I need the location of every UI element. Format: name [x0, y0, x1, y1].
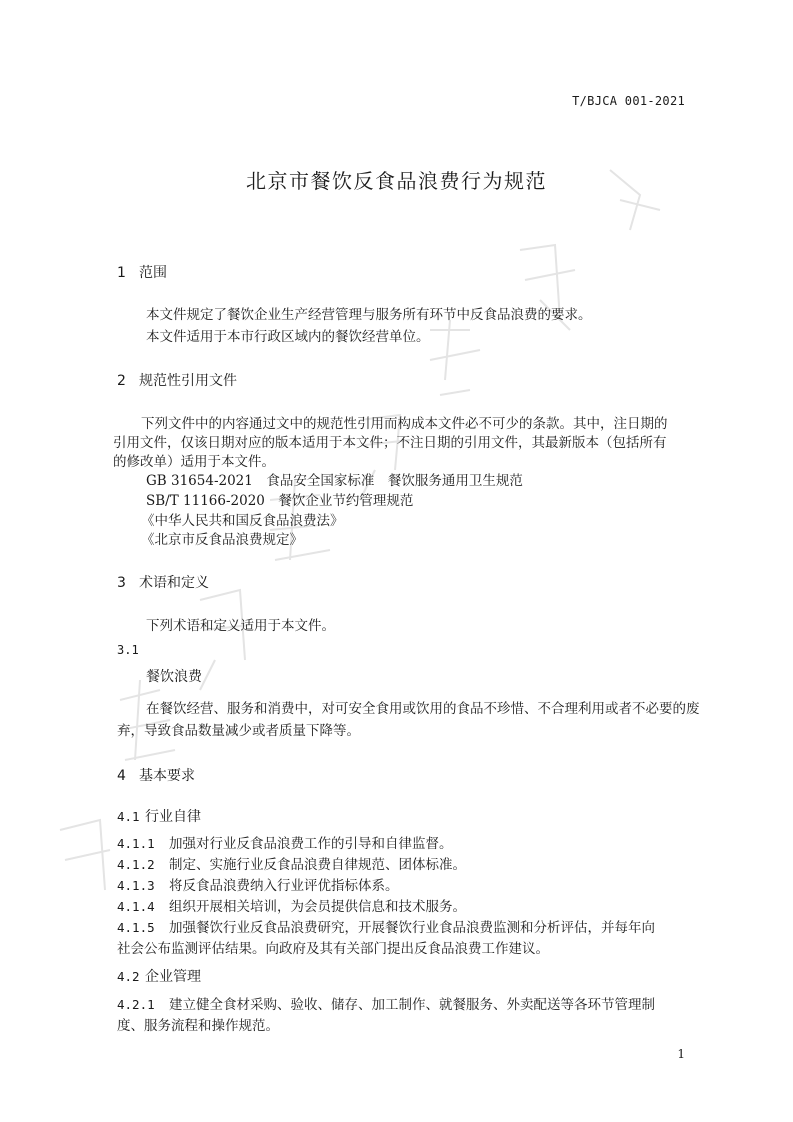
reference-item: GB 31654-2021 食品安全国家标准 餐饮服务通用卫生规范: [146, 473, 523, 489]
section-title: 术语和定义: [139, 575, 209, 591]
clause: [117, 832, 453, 852]
clause-text: 加强餐饮行业反食品浪费研究，开展餐饮行业食品浪费监测和分析评估，并每年向: [169, 920, 655, 936]
page-title: 北京市餐饮反食品浪费行为规范: [246, 169, 547, 193]
paragraph: 下列术语和定义适用于本文件。: [146, 618, 335, 634]
subsection-title: 行业自律: [145, 809, 201, 825]
section-3-heading: [117, 572, 209, 592]
section-4-heading: [117, 765, 195, 785]
section-number: 1: [117, 265, 126, 281]
subsection-heading: [117, 806, 201, 826]
section-title: 基本要求: [139, 768, 195, 784]
section-title: 规范性引用文件: [139, 373, 237, 389]
page-number: 1: [677, 1047, 685, 1061]
subsection-title: 企业管理: [145, 969, 201, 985]
clause-text: 组织开展相关培训，为会员提供信息和技术服务。: [169, 899, 466, 915]
section-2-heading: [117, 370, 237, 390]
paragraph: 本文件规定了餐饮企业生产经营管理与服务所有环节中反食品浪费的要求。: [146, 307, 592, 323]
term-name: 餐饮浪费: [146, 669, 202, 685]
clause-text: 将反食品浪费纳入行业评优指标体系。: [169, 878, 399, 894]
term-definition: 弃，导致食品数量减少或者质量下降等。: [117, 723, 360, 739]
paragraph: 引用文件，仅该日期对应的版本适用于本文件；不注日期的引用文件，其最新版本（包括所有: [113, 435, 667, 451]
clause-number: 4.1.1: [117, 836, 155, 851]
clause: [117, 916, 655, 936]
section-number: 3: [117, 575, 126, 591]
clause-continuation: 社会公布监测评估结果。向政府及其有关部门提出反食品浪费工作建议。: [117, 941, 549, 957]
term-definition: 在餐饮经营、服务和消费中，对可安全食用或饮用的食品不珍惜、不合理利用或者不必要的废: [146, 701, 700, 717]
clause-text: 建立健全食材采购、验收、储存、加工制作、就餐服务、外卖配送等各环节管理制: [169, 997, 655, 1013]
paragraph: 本文件适用于本市行政区域内的餐饮经营单位。: [146, 329, 430, 345]
reference-item: 《北京市反食品浪费规定》: [141, 532, 303, 548]
clause: [117, 874, 399, 894]
reference-item: 《中华人民共和国反食品浪费法》: [141, 513, 344, 529]
clause-number: 4.1.2: [117, 857, 155, 872]
section-number: 2: [117, 373, 126, 389]
section-title: 范围: [139, 265, 167, 281]
clause: [117, 993, 655, 1013]
clause-number: 4.2.1: [117, 997, 155, 1012]
reference-item: SB/T 11166-2020 餐饮企业节约管理规范: [146, 493, 414, 509]
subsection-number: 4.1: [117, 809, 140, 824]
term-number: 3.1: [117, 643, 139, 657]
clause-number: 4.1.4: [117, 899, 155, 914]
clause-text: 加强对行业反食品浪费工作的引导和自律监督。: [169, 836, 453, 852]
paragraph: 的修改单）适用于本文件。: [113, 454, 275, 470]
subsection-number: 4.2: [117, 969, 140, 984]
document-number: T/BJCA 001-2021: [572, 94, 685, 108]
paragraph: 下列文件中的内容通过文中的规范性引用而构成本文件必不可少的条款。其中，注日期的: [141, 416, 668, 432]
clause-continuation: 度、服务流程和操作规范。: [117, 1018, 279, 1034]
clause: [117, 853, 466, 873]
clause-number: 4.1.3: [117, 878, 155, 893]
clause: [117, 895, 466, 915]
section-number: 4: [117, 768, 126, 784]
section-1-heading: [117, 262, 167, 282]
clause-number: 4.1.5: [117, 920, 155, 935]
clause-text: 制定、实施行业反食品浪费自律规范、团体标准。: [169, 857, 466, 873]
subsection-heading: [117, 966, 201, 986]
